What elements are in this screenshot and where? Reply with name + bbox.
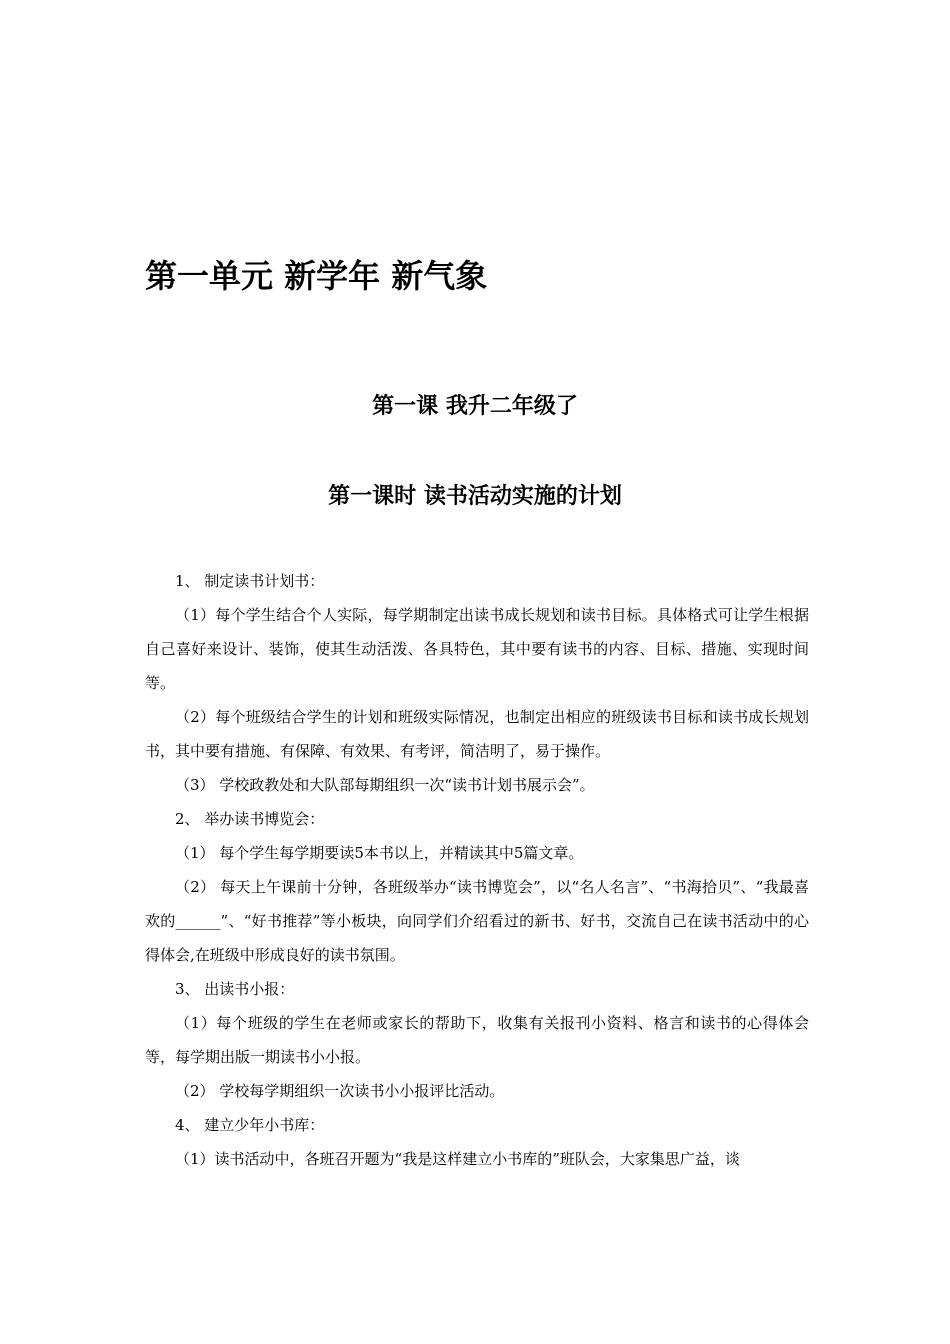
paragraph: （2）每个班级结合学生的计划和班级实际情况，也制定出相应的班级读书目标和读书成长规划书，其中要有措施、有保障、有效果、有考评，简洁明了，易于操作。 (145, 708, 809, 760)
paragraph: （1）每个学生结合个人实际，每学期制定出读书成长规划和读书目标。具体格式可让学生根据自己喜好来设计、装饰，使其生动活泼、各具特色，其中要有读书的内容、目标、措施、实现时间等。 (145, 606, 809, 692)
section-heading-1: 1、 制定读书计划书： (175, 572, 325, 590)
section-heading-3: 3、 出读书小报： (175, 980, 295, 998)
section-heading-4: 4、 建立少年小书库： (175, 1116, 325, 1134)
unit-title: 第一单元 新学年 新气象 (145, 257, 488, 295)
paragraph: （1）每个班级的学生在老师或家长的帮助下，收集有关报刊小资料、格言和读书的心得体会等，每学期出版一期读书小小报。 (145, 1014, 809, 1066)
paragraph: （1）读书活动中，各班召开题为“我是这样建立小书库的”班队会，大家集思广益，谈 (175, 1150, 740, 1168)
paragraph: （2） 每天上午课前十分钟，各班级举办“读书博览会”，以“名人名言”、“书海拾贝”、“我最喜欢的______”、“好书推荐”等小板块，向同学们介绍看过的新书、好书，交流自己在读书活动中的心得体会,在班级中形成良好的读书氛围。 (145, 878, 809, 964)
lesson-title: 第一课 我升二年级了 (372, 394, 578, 419)
paragraph: （1） 每个学生每学期要读5本书以上，并精读其中5篇文章。 (175, 844, 584, 862)
paragraph: （2） 学校每学期组织一次读书小小报评比活动。 (175, 1082, 505, 1100)
paragraph: （3） 学校政教处和大队部每期组织一次“读书计划书展示会”。 (175, 776, 595, 794)
section-heading-2: 2、 举办读书博览会： (175, 810, 325, 828)
body-text (145, 564, 809, 1176)
period-title: 第一课时 读书活动实施的计划 (328, 484, 622, 509)
